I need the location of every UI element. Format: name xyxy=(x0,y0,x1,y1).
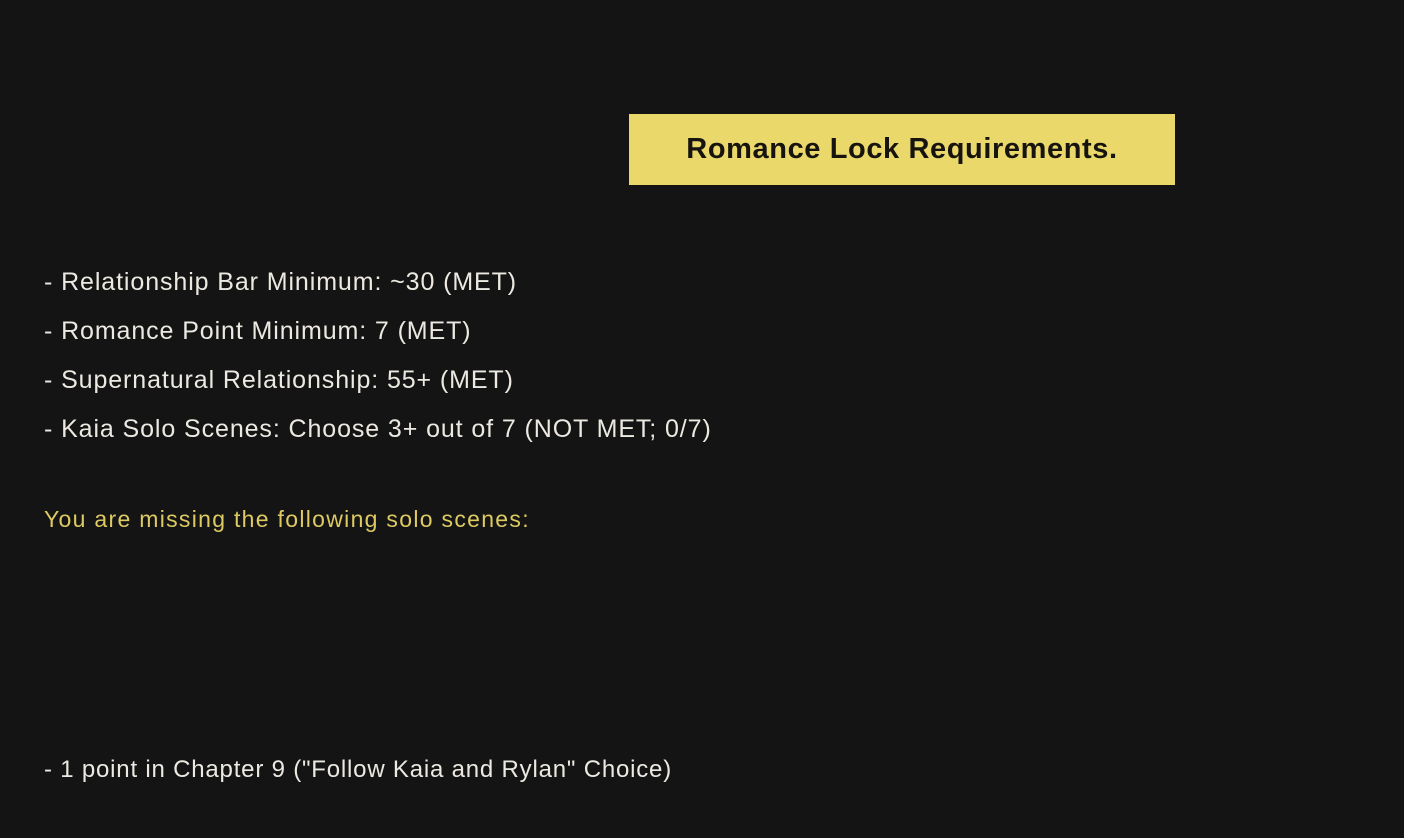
missing-scenes-list xyxy=(44,752,1344,788)
missing-scene-item: - 1 point in Chapter 9 ("Follow Kaia and Rylan" Choice) xyxy=(44,756,672,783)
missing-scenes-header: You are missing the following solo scenes: xyxy=(44,506,530,532)
requirement-item: - Supernatural Relationship: 55+ (MET) xyxy=(44,366,514,394)
requirement-item: - Romance Point Minimum: 7 (MET) xyxy=(44,317,472,345)
requirements-list xyxy=(44,258,1244,454)
requirement-item: - Relationship Bar Minimum: ~30 (MET) xyxy=(44,268,518,296)
page-title: Romance Lock Requirements. xyxy=(686,133,1118,165)
title-banner xyxy=(629,114,1175,185)
requirement-item: - Kaia Solo Scenes: Choose 3+ out of 7 (NOT MET; 0/7) xyxy=(44,415,712,443)
